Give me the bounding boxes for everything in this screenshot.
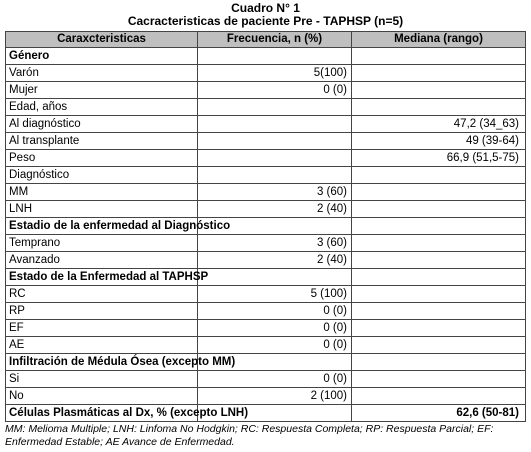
table-row — [6, 303, 526, 320]
cell-frequency — [198, 167, 352, 184]
table-title: Cacracteristicas de paciente Pre - TAPHSP (n=5) — [127, 14, 404, 28]
cell-median — [352, 303, 526, 320]
cell-label: RC — [6, 286, 198, 303]
cell-frequency: 0 (0) — [198, 337, 352, 354]
table-row — [6, 150, 526, 167]
cell-median — [352, 388, 526, 405]
table-body — [6, 48, 526, 422]
cell-frequency: 5(100) — [198, 65, 352, 82]
patient-characteristics-table — [5, 31, 526, 422]
cell-median — [352, 82, 526, 99]
cell-median — [352, 48, 526, 65]
table-number: Cuadro N° 1 — [231, 1, 300, 15]
cell-frequency — [198, 48, 352, 65]
table-row — [6, 252, 526, 269]
table-row — [6, 65, 526, 82]
cell-median — [352, 218, 526, 235]
section-row — [6, 218, 526, 235]
cell-label: Varón — [6, 65, 198, 82]
table-footnote: MM: Melioma Multiple; LNH: Linfoma No Hodgkin; RC: Respuesta Completa; RP: Respuesta Parcial; EF: Enfermedad Estable; AE Avance de Enfermedad. — [5, 423, 494, 448]
cell-median — [352, 286, 526, 303]
cell-label: Células Plasmáticas al Dx, % (excepto LNH) — [6, 405, 198, 422]
cell-label: Mujer — [6, 82, 198, 99]
cell-median — [352, 269, 526, 286]
cell-label: Estado de la Enfermedad al TAPHSP — [6, 269, 198, 286]
cell-median: 66,9 (51,5-75) — [352, 150, 526, 167]
cell-frequency: 0 (0) — [198, 303, 352, 320]
cell-label: Al diagnóstico — [6, 116, 198, 133]
table-row — [6, 82, 526, 99]
cell-frequency: 0 (0) — [198, 320, 352, 337]
header-frequency: Frecuencia, n (%) — [198, 32, 352, 48]
table-row — [6, 184, 526, 201]
cell-label: Infiltración de Médula Ósea (excepto MM) — [6, 354, 198, 371]
cell-frequency: 0 (0) — [198, 82, 352, 99]
cell-median — [352, 201, 526, 218]
table-row — [6, 235, 526, 252]
header-characteristics: Caraxcteristicas — [6, 32, 198, 48]
cell-median — [352, 337, 526, 354]
cell-frequency: 3 (60) — [198, 184, 352, 201]
cell-median — [352, 99, 526, 116]
cell-frequency — [198, 269, 352, 286]
table-row — [6, 167, 526, 184]
cell-median — [352, 184, 526, 201]
cell-frequency — [198, 99, 352, 116]
cell-frequency: 3 (60) — [198, 235, 352, 252]
cell-frequency — [198, 150, 352, 167]
section-row — [6, 354, 526, 371]
cell-frequency: 2 (100) — [198, 388, 352, 405]
table-row — [6, 337, 526, 354]
table-row — [6, 388, 526, 405]
cell-median: 49 (39-64) — [352, 133, 526, 150]
cell-frequency — [198, 133, 352, 150]
table-row — [6, 320, 526, 337]
cell-label: EF — [6, 320, 198, 337]
cell-frequency: 2 (40) — [198, 201, 352, 218]
cell-label: MM — [6, 184, 198, 201]
cell-median — [352, 235, 526, 252]
cell-median — [352, 65, 526, 82]
section-row — [6, 48, 526, 65]
cell-label: Estadio de la enfermedad al Diagnóstico — [6, 218, 198, 235]
table-row — [6, 371, 526, 388]
cell-frequency: 2 (40) — [198, 252, 352, 269]
cell-label: Si — [6, 371, 198, 388]
cell-frequency — [198, 116, 352, 133]
table-row — [6, 133, 526, 150]
table-row — [6, 99, 526, 116]
cell-label: Avanzado — [6, 252, 198, 269]
cell-label: Peso — [6, 150, 198, 167]
cell-median — [352, 167, 526, 184]
cell-median: 62,6 (50-81) — [352, 405, 526, 422]
cell-median: 47,2 (34_63) — [352, 116, 526, 133]
cell-label: Edad, años — [6, 99, 198, 116]
table-row — [6, 116, 526, 133]
cell-label: LNH — [6, 201, 198, 218]
section-row — [6, 405, 526, 422]
cell-median — [352, 371, 526, 388]
table-row — [6, 286, 526, 303]
cell-label: Temprano — [6, 235, 198, 252]
cell-label: No — [6, 388, 198, 405]
cell-label: Al transplante — [6, 133, 198, 150]
header-median: Mediana (rango) — [352, 32, 526, 48]
cell-median — [352, 354, 526, 371]
cell-median — [352, 320, 526, 337]
table-row — [6, 201, 526, 218]
table-header-row — [6, 32, 526, 48]
cell-label: Diagnóstico — [6, 167, 198, 184]
cell-label: Género — [6, 48, 198, 65]
cell-frequency: 5 (100) — [198, 286, 352, 303]
cell-label: RP — [6, 303, 198, 320]
cell-label: AE — [6, 337, 198, 354]
cell-frequency: 0 (0) — [198, 371, 352, 388]
cell-median — [352, 252, 526, 269]
section-row — [6, 269, 526, 286]
